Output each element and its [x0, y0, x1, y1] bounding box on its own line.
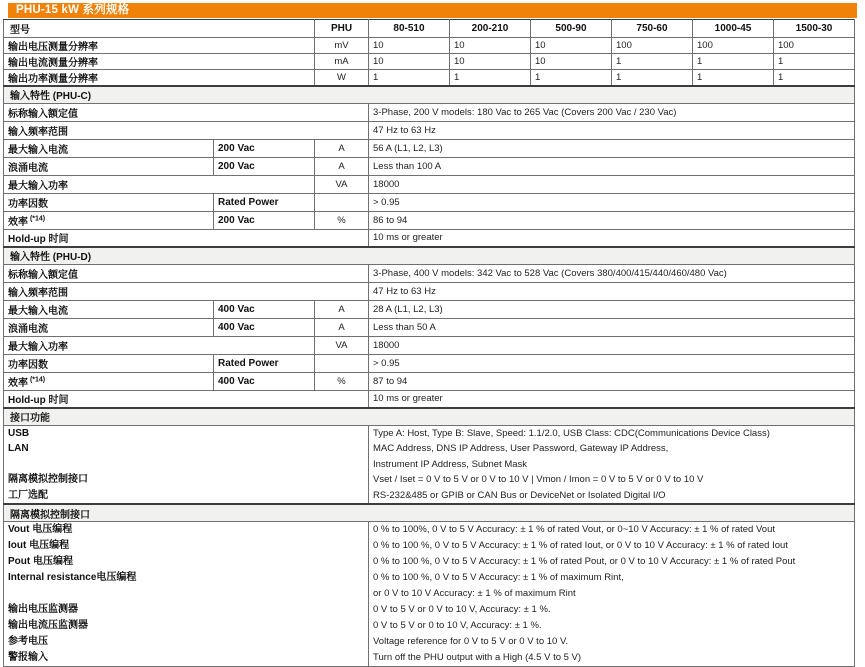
spec-unit: A	[315, 300, 369, 318]
spec-value: 0 % to 100 %, 0 V to 5 V Accuracy: ± 1 % of rated Iout, or 0 V to 10 V Accuracy: ± 1 % of rated Iout	[373, 539, 788, 551]
table-row	[4, 282, 855, 300]
spec-label: 标称输入额定值	[4, 103, 369, 121]
spec-value: 1	[450, 70, 531, 87]
spec-label: 最大输入功率	[4, 175, 315, 193]
spec-value: 1	[774, 54, 855, 70]
spec-unit: A	[315, 157, 369, 175]
section-heading: 接口功能	[4, 408, 855, 425]
spec-value: 56 A (L1, L2, L3)	[369, 139, 855, 157]
spec-unit: mA	[315, 54, 369, 70]
spec-value: 10	[450, 54, 531, 70]
spec-value: 10	[531, 54, 612, 70]
spec-label: 最大输入电流	[4, 300, 214, 318]
table-row	[4, 318, 855, 336]
spec-unit: VA	[315, 175, 369, 193]
spec-unit: A	[315, 318, 369, 336]
spec-value-block	[369, 425, 855, 504]
spec-value: 0 V to 5 V or 0 V to 10 V, Accuracy: ± 1 %.	[373, 603, 551, 615]
spec-condition: Rated Power	[214, 193, 315, 211]
spec-value: 3-Phase, 200 V models: 180 Vac to 265 Vac (Covers 200 Vac / 230 Vac)	[369, 103, 855, 121]
table-row	[4, 354, 855, 372]
spec-label: 浪涌电流	[4, 157, 214, 175]
spec-label: LAN	[8, 443, 29, 455]
spec-value: 0 % to 100%, 0 V to 5 V Accuracy: ± 1 % of rated Vout, or 0~10 V Accuracy: ± 1 % of rated Vout	[373, 523, 776, 535]
spec-label: 输出电压监测器	[8, 603, 78, 615]
spec-value: RS-232&485 or GPIB or CAN Bus or DeviceNet or Isolated Digital I/O	[373, 489, 666, 501]
spec-value: 3-Phase, 400 V models: 342 Vac to 528 Vac (Covers 380/400/415/440/460/480 Vac)	[369, 264, 855, 282]
spec-label: 效率 $^{(*14)}$	[4, 372, 214, 390]
spec-label: Pout 电压编程	[8, 555, 73, 567]
spec-label: 参考电压	[8, 635, 48, 647]
table-row	[4, 38, 855, 54]
table-row	[4, 175, 855, 193]
spec-value: MAC Address, DNS IP Address, User Password, Gateway IP Address,	[373, 443, 669, 455]
spec-label: 工厂选配	[8, 489, 48, 501]
spec-value: 10	[369, 38, 450, 54]
spec-label: Hold-up 时间	[4, 229, 369, 247]
spec-value: 1	[531, 70, 612, 87]
spec-label: 输入频率范围	[4, 282, 369, 300]
spec-value: 18000	[369, 336, 855, 354]
model-row-header: 型号	[4, 20, 315, 38]
spec-label-block	[4, 425, 369, 504]
spec-value: 0 % to 100 %, 0 V to 5 V Accuracy: ± 1 % of rated Pout, or 0 V to 10 V Accuracy: ± 1 % of rated Pout	[373, 555, 796, 567]
unit-column-header: PHU	[315, 20, 369, 38]
spec-value: > 0.95	[369, 354, 855, 372]
spec-unit	[315, 354, 369, 372]
model-column-header: 80-510	[369, 20, 450, 38]
spec-label: 隔离模拟控制接口	[8, 474, 88, 486]
spec-label: Hold-up 时间	[4, 390, 369, 408]
spec-value: 1	[612, 54, 693, 70]
spec-value: 100	[693, 38, 774, 54]
model-column-header: 1500-30	[774, 20, 855, 38]
spec-value: 10	[450, 38, 531, 54]
model-column-header: 750-60	[612, 20, 693, 38]
table-row	[4, 264, 855, 282]
spec-label: 功率因数	[4, 354, 214, 372]
spec-condition: 400 Vac	[214, 372, 315, 390]
spec-label: Internal resistance电压编程	[8, 571, 137, 583]
table-row	[4, 193, 855, 211]
spec-value: 47 Hz to 63 Hz	[369, 121, 855, 139]
spec-label: 输出电压测量分辨率	[4, 38, 315, 54]
spec-label: 最大输入电流	[4, 139, 214, 157]
spec-unit: mV	[315, 38, 369, 54]
table-row	[4, 300, 855, 318]
model-header-row	[4, 20, 855, 38]
model-column-header: 500-90	[531, 20, 612, 38]
section-heading: 输入特性 (PHU-C)	[4, 86, 855, 103]
section-heading-row	[4, 247, 855, 264]
spec-condition: 200 Vac	[214, 157, 315, 175]
spec-value: 0 V to 5 V or 0 to 10 V, Accuracy: ± 1 %.	[373, 619, 542, 631]
spec-value: 1	[612, 70, 693, 87]
table-row	[4, 229, 855, 247]
page-title-bar	[8, 3, 857, 18]
spec-label: 输出电流压监测器	[8, 619, 88, 631]
spec-value: Less than 100 A	[369, 157, 855, 175]
table-row	[4, 103, 855, 121]
spec-value: Turn off the PHU output with a High (4.5 V to 5 V)	[373, 651, 582, 663]
spec-value: 1	[693, 54, 774, 70]
spec-label: 输出功率测量分辨率	[4, 70, 315, 87]
spec-value: 0 % to 100 %, 0 V to 5 V Accuracy: ± 1 % of maximum Rint,	[373, 571, 624, 583]
spec-value: or 0 V to 10 V Accuracy: ± 1 % of maximum Rint	[373, 587, 576, 599]
spec-label: 效率 $^{(*14)}$	[4, 211, 214, 229]
spec-label: Vout 电压编程	[8, 523, 73, 535]
spec-unit: W	[315, 70, 369, 87]
spec-value: > 0.95	[369, 193, 855, 211]
spec-label: 警报输入	[8, 651, 48, 663]
model-column-header: 1000-45	[693, 20, 774, 38]
spec-label: 标称输入额定值	[4, 264, 369, 282]
table-row	[4, 425, 855, 504]
spec-label: 功率因数	[4, 193, 214, 211]
spec-value: 87 to 94	[369, 372, 855, 390]
spec-label	[8, 457, 364, 473]
spec-condition: Rated Power	[214, 354, 315, 372]
table-row	[4, 211, 855, 229]
table-row	[4, 121, 855, 139]
spec-value: 28 A (L1, L2, L3)	[369, 300, 855, 318]
spec-table	[3, 19, 855, 667]
table-row	[4, 336, 855, 354]
table-row	[4, 70, 855, 87]
spec-label: USB	[8, 427, 30, 439]
spec-value: Voltage reference for 0 V to 5 V or 0 V to 10 V.	[373, 635, 569, 647]
spec-condition: 400 Vac	[214, 300, 315, 318]
page-title: PHU-15 kW 系列规格	[16, 4, 130, 16]
spec-label: 最大输入功率	[4, 336, 315, 354]
spec-value: 18000	[369, 175, 855, 193]
spec-value-block	[369, 521, 855, 666]
table-row	[4, 139, 855, 157]
spec-condition: 400 Vac	[214, 318, 315, 336]
spec-unit: %	[315, 372, 369, 390]
table-row	[4, 521, 855, 666]
table-row	[4, 372, 855, 390]
spec-label: 输出电流测量分辨率	[4, 54, 315, 70]
spec-value: 1	[693, 70, 774, 87]
spec-label: 浪涌电流	[4, 318, 214, 336]
spec-label: 输入频率范围	[4, 121, 369, 139]
table-row	[4, 157, 855, 175]
section-heading-row	[4, 86, 855, 103]
section-heading: 输入特性 (PHU-D)	[4, 247, 855, 264]
spec-label	[8, 586, 364, 602]
section-heading: 隔离模拟控制接口	[4, 504, 855, 521]
section-heading-row	[4, 408, 855, 425]
spec-value: 1	[774, 70, 855, 87]
table-row	[4, 390, 855, 408]
spec-condition: 200 Vac	[214, 139, 315, 157]
spec-value: 10	[531, 38, 612, 54]
spec-value: 47 Hz to 63 Hz	[369, 282, 855, 300]
spec-value: Instrument IP Address, Subnet Mask	[373, 458, 528, 470]
footnote-ref: (*14)	[28, 215, 46, 223]
spec-value: 10	[369, 54, 450, 70]
model-column-header: 200-210	[450, 20, 531, 38]
spec-unit: VA	[315, 336, 369, 354]
spec-value: 1	[369, 70, 450, 87]
spec-label-block	[4, 521, 369, 666]
spec-label: Iout 电压编程	[8, 539, 70, 551]
table-row	[4, 54, 855, 70]
spec-value: Less than 50 A	[369, 318, 855, 336]
spec-value: 100	[774, 38, 855, 54]
spec-value: Type A: Host, Type B: Slave, Speed: 1.1/2.0, USB Class: CDC(Communications Device Class)	[373, 427, 770, 439]
section-heading-row	[4, 504, 855, 521]
spec-unit	[315, 193, 369, 211]
footnote-ref: (*14)	[28, 376, 46, 384]
spec-unit: A	[315, 139, 369, 157]
spec-value: 10 ms or greater	[369, 390, 855, 408]
spec-value: 100	[612, 38, 693, 54]
spec-unit: %	[315, 211, 369, 229]
spec-value: Vset / Iset = 0 V to 5 V or 0 V to 10 V | Vmon / Imon = 0 V to 5 V or 0 V to 10 V	[373, 474, 704, 486]
spec-condition: 200 Vac	[214, 211, 315, 229]
spec-value: 86 to 94	[369, 211, 855, 229]
spec-value: 10 ms or greater	[369, 229, 855, 247]
